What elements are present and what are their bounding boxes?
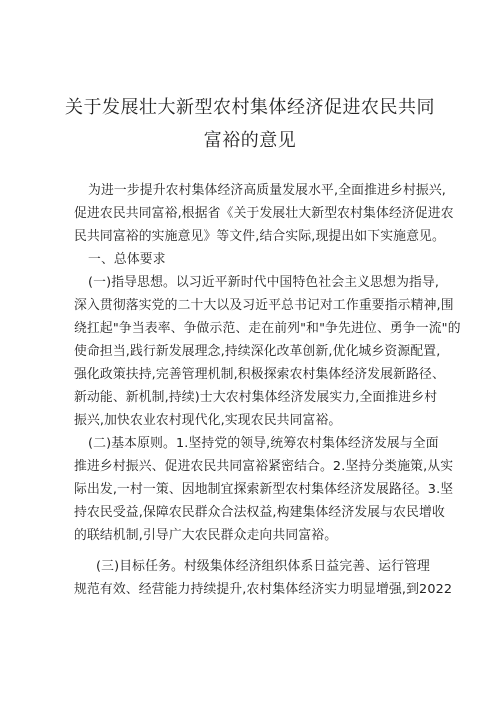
body-line: 推进乡村振兴、促进农民共同富裕紧密结合。2.坚持分类施策,从实 xyxy=(74,459,454,474)
body-line: (一)指导思想。以习近平新时代中国特色社会主义思想为指导, xyxy=(88,275,440,290)
body-line: 振兴,加快农业农村现代化,实现农民共同富裕。 xyxy=(74,413,342,428)
body-line: 深入贯彻落实党的二十大以及习近平总书记对工作重要指示精神,围 xyxy=(74,298,454,313)
document-title-line-2: 富裕的意见 xyxy=(203,130,297,151)
body-line: 绕扛起"争当表率、争做示范、走在前列"和"争先进位、勇争一流"的 xyxy=(74,321,461,336)
body-line: 使命担当,践行新发展理念,持续深化改革创新,优化城乡资源配置, xyxy=(74,344,441,359)
body-line: (三)目标任务。村级集体经济组织体系日益完善、运行管理 xyxy=(96,559,430,574)
body-line: 民共同富裕的实施意见》等文件,结合实际,现提出如下实施意见。 xyxy=(74,229,445,244)
body-line: 促进农民共同富裕,根据省《关于发展壮大新型农村集体经济促进农 xyxy=(74,206,454,221)
body-line: 的联结机制,引导广大农民群众走向共同富裕。 xyxy=(74,528,338,543)
body-line: 强化政策扶持,完善管理机制,积极探索农村集体经济发展新路径、 xyxy=(74,367,445,382)
body-line: (二)基本原则。1.坚持党的领导,统筹农村集体经济发展与全面 xyxy=(88,436,439,451)
document-title-line-1: 关于发展壮大新型农村集体经济促进农民共同 xyxy=(65,97,435,118)
body-line: 规范有效、经营能力持续提升,农村集体经济实力明显增强,到2022 xyxy=(74,582,453,597)
body-line: 持农民受益,保障农民群众合法权益,构建集体经济发展与农民增收 xyxy=(74,505,445,520)
body-line: 新动能、新机制,持续)士大农村集体经济发展实力,全面推进乡村 xyxy=(74,390,438,405)
body-line: 际出发,一村一策、因地制宜探索新型农村集体经济发展路径。3.坚 xyxy=(74,482,454,497)
section-heading: 一、总体要求 xyxy=(88,252,166,267)
body-line: 为进一步提升农村集体经济高质量发展水平,全面推进乡村振兴, xyxy=(88,183,447,198)
